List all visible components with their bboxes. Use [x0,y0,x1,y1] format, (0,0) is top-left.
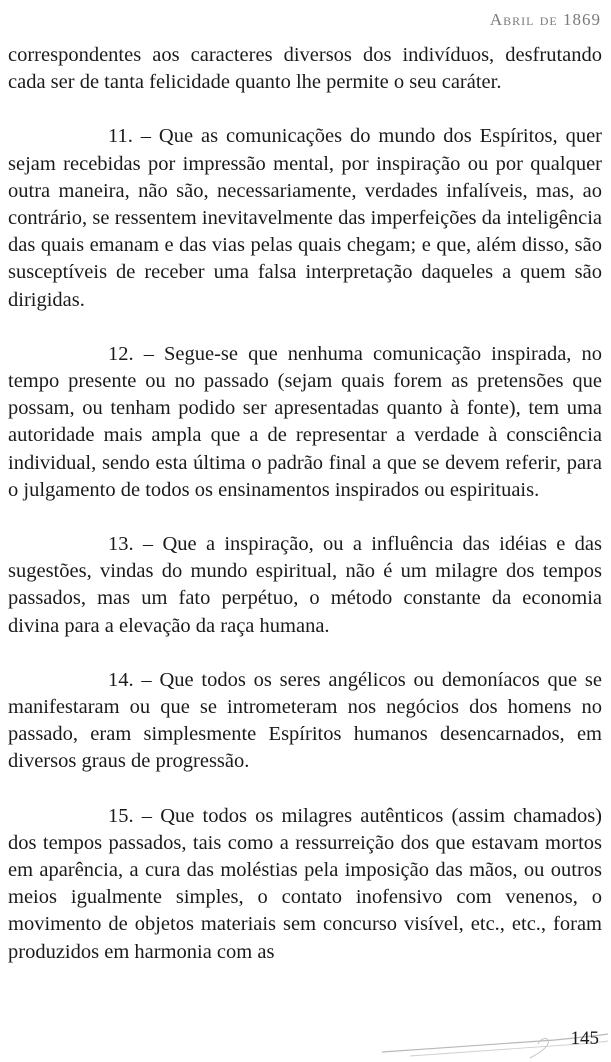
page-number: 145 [570,1028,599,1049]
paragraph-item-15: 15. – Que todos os milagres autênticos (assim chamados) dos tempos passados, tais como a ressurreição dos que estavam mortos em aparência, a cura das moléstias pela imposição das mãos, ou outros meios igualmente simples, o contato inofensivo com venenos, o movimento de objetos materiais sem concurso visível, etc., etc., foram produzidos em harmonia com as [8,804,602,963]
paragraph-item-12: 12. – Segue-se que nenhuma comunicação inspirada, no tempo presente ou no passado (sejam quais forem as pretensões que possam, ou tenham podido ser apresentadas quanto à fonte), tem uma autoridade mais ampla que a de representar a verdade à consciência individual, sendo esta última o padrão final a que se devem referir, para o julgamento de todos os ensinamentos inspirados ou espirituais. [8,342,602,501]
paragraph-continuation: correspondentes aos caracteres diversos dos indivíduos, desfrutando cada ser de tanta felicidade quanto lhe permite o seu caráter. [8,44,602,94]
paragraph-item-13: 13. – Que a inspiração, ou a influência das idéias e das sugestões, vindas do mundo espiritual, não é um milagre dos tempos passados, mas um fato perpétuo, o método constante da economia divina para a elevação da raça humana. [8,533,602,637]
paragraph-item-11: 11. – Que as comunicações do mundo dos Espíritos, quer sejam recebidas por impressão mental, por inspiração ou por qualquer outra maneira, não são, necessariamente, verdades infalíveis, mas, ao contrário, se ressentem inevitavelmente das imperfeições da inteligência das quais emanam e das vias pelas quais chegam; e que, além disso, são susceptíveis de receber uma falsa interpretação daqueles a quem são dirigidas. [8,125,602,311]
running-head: Abril de 1869 [489,10,601,29]
paragraph-item-14: 14. – Que todos os seres angélicos ou demoníacos que se manifestaram ou que se intrometeram nos negócios dos homens no passado, eram simplesmente Espíritos humanos desencarnados, em diversos graus de progressão. [8,668,602,773]
body-text [8,42,602,993]
